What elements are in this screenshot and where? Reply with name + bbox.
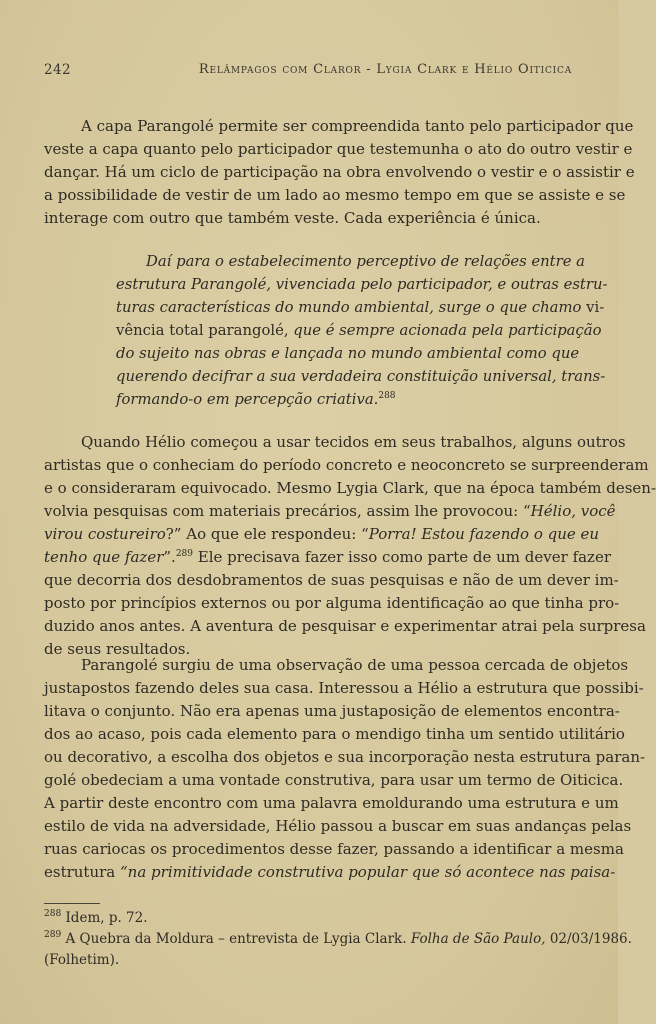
page-number: 242 [44,62,71,78]
text-line: que decorria dos desdobramentos de suas pesquisas e não de um dever im- [44,571,619,589]
text-line: artistas que o conheciam do período concreto e neoconcreto se surpreenderam [44,456,649,474]
quote-line: Daí para o estabelecimento perceptivo de relações entre a [146,253,585,270]
text-line: posto por princípios externos ou por alguma identificação ao que tinha pro- [44,594,620,612]
text-line: justapostos fazendo deles sua casa. Interessou a Hélio a estrutura que possibi- [44,679,644,697]
footnote-ref: 288 [378,391,396,401]
quote-line: turas características do mundo ambiental, surge o que chamo vi- [116,299,605,316]
text-line: e o consideraram equivocado. Mesmo Lygia Clark, que na época também desen- [44,479,656,497]
paragraph-3 [44,654,646,884]
footnotes [44,908,632,971]
quote-line: estrutura Parangolé, vivenciada pelo participador, e outras estru- [116,276,608,293]
text-line: Quando Hélio começou a usar tecidos em seus trabalhos, alguns outros [81,433,626,451]
paragraph-1 [44,115,635,230]
text-line: a possibilidade de vestir de um lado ao mesmo tempo em que se assiste e se [44,186,626,204]
quote-line: querendo decifrar a sua verdadeira constituição universal, trans- [116,368,606,385]
footnote-divider [44,903,100,904]
text-line: A partir deste encontro com uma palavra emoldurando uma estrutura e um [44,794,619,812]
paragraph-2 [44,431,656,661]
text-line: ou decorativo, a escolha dos objetos e sua incorporação nesta estrutura paran- [44,748,646,766]
text-line: dançar. Há um ciclo de participação na obra envolvendo o vestir e o assistir e [44,163,635,181]
quote-line: do sujeito nas obras e lançada no mundo ambiental como que [116,345,580,362]
text-line: veste a capa quanto pelo participador que testemunha o ato do outro vestir e [44,140,633,158]
text-line: de seus resultados. [44,640,191,658]
text-line: volvia pesquisas com materiais precários, assim lhe provocou: “Hélio, você [44,502,616,520]
footnote-continuation: (Folhetim). [44,952,120,968]
footnote: $^{288}$ Idem, p. 72. [44,909,148,926]
text-line: tenho que fazer”.$^{289}$ Ele precisava fazer isso como parte de um dever fazer [44,548,612,566]
text-line: duzido anos antes. A aventura de pesquisar e experimentar atrai pela surpresa [44,617,646,635]
text-line: estrutura “na primitividade construtiva popular que só acontece nas paisa- [44,863,616,881]
text-line: A capa Parangolé permite ser compreendida tanto pelo participador que [81,117,634,135]
text-line: virou costureiro?” Ao que ele respondeu: “Porra! Estou fazendo o que eu [44,525,600,543]
running-title: Relâmpagos com Claror - Lygia Clark e Hélio Oiticica [198,62,572,77]
text-line: golé obedeciam a uma vontade construtiva, para usar um termo de Oiticica. [44,771,624,789]
text-line: dos ao acaso, pois cada elemento para o mendigo tinha um sentido utilitário [44,725,625,743]
text-line: estilo de vida na adversidade, Hélio passou a buscar em suas andanças pelas [44,817,632,835]
text-line: ruas cariocas os procedimentos desse fazer, passando a identificar a mesma [44,840,624,858]
block-quote [116,250,608,411]
text-line: Parangolé surgiu de uma observação de uma pessoa cercada de objetos [81,656,629,674]
quote-line: formando-o em percepção criativa.$^{288}$ [116,391,396,408]
quote-line: vência total parangolé, que é sempre acionada pela participação [116,322,602,339]
footnote-ref: 289 [175,549,194,559]
text-line: interage com outro que também veste. Cada experiência é única. [44,209,541,227]
footnote: $^{289}$ A Quebra da Moldura – entrevista de Lygia Clark. Folha de São Paulo, 02/03/1986. [44,930,632,947]
text-line: litava o conjunto. Não era apenas uma justaposição de elementos encontra- [44,702,620,720]
